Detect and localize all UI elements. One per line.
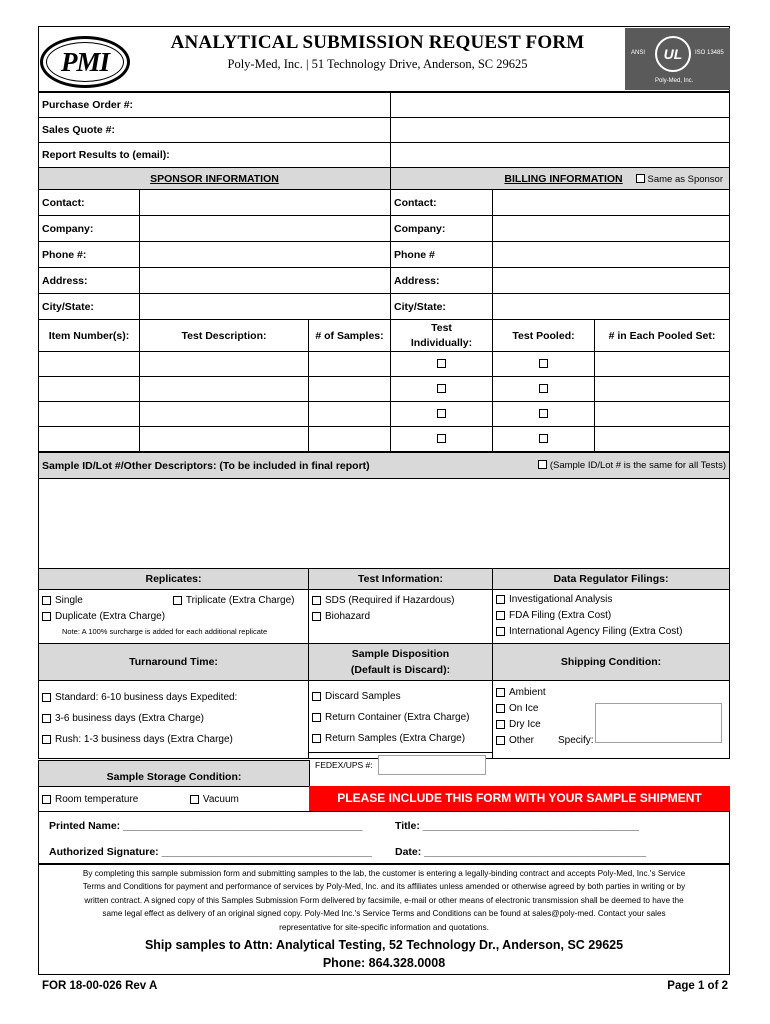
disposition-heading-2: (Default is Discard): — [350, 664, 451, 676]
test-pooled-cell — [493, 427, 595, 452]
fedex-label: FEDEX/UPS #: — [315, 760, 373, 770]
vacuum-checkbox[interactable] — [190, 795, 199, 804]
regulator-heading: Data Regulator Filings: — [493, 569, 730, 590]
room-temp-option — [42, 791, 187, 807]
contact-phone: Phone: 864.328.0008 — [322, 956, 446, 971]
shipment-banner: PLEASE INCLUDE THIS FORM WITH YOUR SAMPLE SHIPMENT — [309, 786, 730, 811]
test-individually-header: Test Individually: — [391, 320, 493, 352]
options-table — [38, 568, 730, 644]
test-individually-cell — [391, 377, 493, 402]
ambient-option — [496, 684, 726, 700]
report-email-label: Report Results to (email): — [39, 143, 391, 168]
ul-mark-text: UL — [663, 46, 683, 62]
pooled-set-header: # in Each Pooled Set: — [595, 320, 730, 352]
fda-label: FDA Filing (Extra Cost) — [509, 609, 612, 621]
test-pooled-checkbox[interactable] — [539, 384, 548, 393]
return-samples-checkbox[interactable] — [312, 734, 321, 743]
specify-input[interactable] — [595, 703, 722, 743]
authorized-signature-line[interactable]: Authorized Signature: ____________________________________ — [49, 846, 372, 858]
date-line[interactable]: Date: ______________________________________ — [395, 846, 647, 858]
regulator-option-investigational — [496, 591, 726, 607]
replicate-single-option — [42, 592, 170, 608]
specify-label: Specify: — [558, 734, 594, 746]
sponsor-address-field[interactable] — [140, 268, 391, 294]
replicate-duplicate-checkbox[interactable] — [42, 612, 51, 621]
replicate-triplicate-label: Triplicate (Extra Charge) — [185, 594, 295, 606]
test-description-cell[interactable] — [140, 377, 309, 402]
investigational-label: Investigational Analysis — [509, 593, 613, 605]
billing-city-label: City/State: — [391, 294, 493, 320]
item-number-cell[interactable] — [39, 427, 140, 452]
signature-box — [38, 811, 730, 864]
biohazard-label: Biohazard — [325, 610, 371, 622]
test-pooled-checkbox[interactable] — [539, 434, 548, 443]
dry-ice-checkbox[interactable] — [496, 720, 505, 729]
num-samples-cell[interactable] — [309, 352, 391, 377]
replicate-single-checkbox[interactable] — [42, 596, 51, 605]
test-pooled-checkbox[interactable] — [539, 409, 548, 418]
item-number-cell[interactable] — [39, 377, 140, 402]
test-info-heading: Test Information: — [309, 569, 493, 590]
international-checkbox[interactable] — [496, 627, 505, 636]
vacuum-label: Vacuum — [202, 793, 239, 805]
sponsor-heading-cell — [39, 168, 391, 190]
storage-heading: Sample Storage Condition: — [39, 761, 310, 787]
storage-cell — [39, 787, 310, 812]
same-id-label: (Sample ID/Lot # is the same for all Tests) — [549, 459, 726, 471]
regulator-cell — [493, 590, 730, 644]
test-pooled-cell — [493, 377, 595, 402]
test-info-cell — [309, 590, 493, 644]
logistics-table — [38, 643, 730, 759]
discard-option — [312, 686, 489, 707]
same-id-option — [538, 460, 726, 471]
same-id-checkbox[interactable] — [538, 460, 547, 469]
return-container-checkbox[interactable] — [312, 713, 321, 722]
return-samples-option — [312, 728, 489, 749]
billing-city-field[interactable] — [493, 294, 730, 320]
international-label: International Agency Filing (Extra Cost) — [509, 625, 683, 637]
table-row — [39, 427, 730, 452]
billing-heading: BILLING INFORMATION — [504, 172, 623, 185]
return-container-label: Return Container (Extra Charge) — [325, 712, 470, 723]
num-samples-cell[interactable] — [309, 427, 391, 452]
investigational-checkbox[interactable] — [496, 595, 505, 604]
sponsor-heading: SPONSOR INFORMATION — [150, 172, 279, 185]
company-address: Poly-Med, Inc. | 51 Technology Drive, Anderson, SC 29625 — [227, 57, 528, 71]
sponsor-address-label: Address: — [39, 268, 140, 294]
replicate-triplicate-checkbox[interactable] — [173, 596, 182, 605]
ship-to-address: Ship samples to Attn: Analytical Testing, 52 Technology Dr., Anderson, SC 29625 — [144, 938, 624, 953]
replicate-note: Note: A 100% surcharge is added for each additional replicate — [62, 627, 268, 636]
sds-label: SDS (Required if Hazardous) — [325, 594, 455, 606]
ambient-label: Ambient — [509, 686, 546, 698]
ul-bottom-text: Poly-Med, Inc. — [655, 78, 694, 84]
purchase-order-label: Purchase Order #: — [39, 93, 391, 118]
purchase-order-field[interactable] — [391, 93, 730, 118]
replicate-single-label: Single — [55, 594, 83, 606]
test-individually-cell — [391, 427, 493, 452]
pooled-set-cell[interactable] — [595, 377, 730, 402]
legal-box — [38, 864, 730, 975]
test-pooled-checkbox[interactable] — [539, 359, 548, 368]
item-number-header: Item Number(s): — [39, 320, 140, 352]
test-description-cell[interactable] — [140, 352, 309, 377]
pooled-set-cell[interactable] — [595, 352, 730, 377]
test-individually-checkbox[interactable] — [437, 434, 446, 443]
sponsor-city-label: City/State: — [39, 294, 140, 320]
turnaround-cell — [39, 681, 309, 759]
items-table — [38, 319, 730, 452]
dry-ice-label: Dry Ice — [509, 718, 541, 730]
num-samples-header: # of Samples: — [309, 320, 391, 352]
sponsor-billing-table — [38, 167, 730, 320]
table-row — [39, 352, 730, 377]
sponsor-contact-field[interactable] — [140, 190, 391, 216]
form-id: FOR 18-00-026 Rev A — [42, 980, 158, 992]
discard-checkbox[interactable] — [312, 692, 321, 701]
sponsor-company-field[interactable] — [140, 216, 391, 242]
report-email-field[interactable] — [391, 143, 730, 168]
turnaround-rush-checkbox[interactable] — [42, 735, 51, 744]
item-number-cell[interactable] — [39, 352, 140, 377]
vacuum-option — [190, 791, 239, 807]
turnaround-expedited-label: 3-6 business days (Extra Charge) — [55, 713, 204, 724]
disposition-heading — [309, 644, 493, 681]
sds-checkbox[interactable] — [312, 596, 321, 605]
test-description-header: Test Description: — [140, 320, 309, 352]
billing-address-label: Address: — [391, 268, 493, 294]
descriptors-label: Sample ID/Lot #/Other Descriptors: (To be included in final report) — [42, 459, 370, 472]
turnaround-standard-option — [42, 687, 305, 708]
storage-table — [38, 760, 310, 812]
legal-line: written contract. A signed copy of this Samples Submission Form delivered by facsimile, e-mail or other means of electronic transmission shall be deemed to have the — [84, 895, 684, 905]
shipping-heading: Shipping Condition: — [493, 644, 730, 681]
sds-option — [312, 592, 489, 608]
descriptors-field[interactable] — [39, 479, 730, 569]
pooled-set-cell[interactable] — [595, 402, 730, 427]
billing-address-field[interactable] — [493, 268, 730, 294]
on-ice-checkbox[interactable] — [496, 704, 505, 713]
regulator-option-fda — [496, 607, 726, 623]
disposition-cell — [309, 681, 493, 759]
page-title: ANALYTICAL SUBMISSION REQUEST FORM — [170, 32, 585, 53]
table-row — [39, 402, 730, 427]
sponsor-phone-field[interactable] — [140, 242, 391, 268]
billing-phone-field[interactable] — [493, 242, 730, 268]
printed-name-line[interactable]: Printed Name: _________________________________________ — [49, 820, 363, 832]
sponsor-city-field[interactable] — [140, 294, 391, 320]
test-individually-checkbox[interactable] — [437, 384, 446, 393]
ul-left-text: ANSI — [631, 50, 646, 56]
legal-line: Terms and Conditions for payment and performance of services by Poly-Med, Inc. and its affiliates unless amended or otherwise agreed by both parties in writing or by — [82, 882, 686, 892]
test-individually-checkbox[interactable] — [437, 359, 446, 368]
descriptors-table — [38, 452, 730, 569]
legal-line: By completing this sample submission form and submitting samples to the lab, the customer is entering a legally-binding contract and accepts Poly-Med, Inc.'s Service — [82, 869, 686, 878]
top-fields-table — [38, 92, 730, 168]
on-ice-label: On Ice — [509, 702, 539, 714]
billing-phone-label: Phone # — [391, 242, 493, 268]
billing-heading-cell — [391, 168, 730, 190]
test-individually-cell — [391, 402, 493, 427]
pooled-set-cell[interactable] — [595, 427, 730, 452]
sales-quote-label: Sales Quote #: — [39, 118, 391, 143]
shipping-cell — [493, 681, 730, 759]
sponsor-contact-label: Contact: — [39, 190, 140, 216]
page-number: Page 1 of 2 — [667, 980, 728, 992]
sponsor-phone-label: Phone #: — [39, 242, 140, 268]
ambient-checkbox[interactable] — [496, 688, 505, 697]
same-as-sponsor-label: Same as Sponsor — [647, 173, 723, 185]
billing-contact-label: Contact: — [391, 190, 493, 216]
num-samples-cell[interactable] — [309, 377, 391, 402]
replicates-heading: Replicates: — [39, 569, 309, 590]
test-pooled-header: Test Pooled: — [493, 320, 595, 352]
test-description-cell[interactable] — [140, 427, 309, 452]
billing-contact-field[interactable] — [493, 190, 730, 216]
other-label: Other — [509, 734, 535, 746]
discard-label: Discard Samples — [325, 691, 401, 702]
billing-company-field[interactable] — [493, 216, 730, 242]
replicate-duplicate-option — [42, 608, 305, 624]
turnaround-expedited-option — [42, 708, 305, 729]
replicate-triplicate-option — [173, 592, 295, 608]
table-row — [39, 377, 730, 402]
fda-checkbox[interactable] — [496, 611, 505, 620]
regulator-option-international — [496, 623, 726, 639]
sales-quote-field[interactable] — [391, 118, 730, 143]
same-as-sponsor-checkbox[interactable] — [636, 174, 645, 183]
biohazard-option — [312, 608, 489, 624]
return-samples-label: Return Samples (Extra Charge) — [325, 733, 466, 744]
replicates-cell — [39, 590, 309, 644]
turnaround-heading: Turnaround Time: — [39, 644, 309, 681]
pmi-logo — [40, 36, 130, 88]
room-temp-checkbox[interactable] — [42, 795, 51, 804]
return-container-option — [312, 707, 489, 728]
num-samples-cell[interactable] — [309, 402, 391, 427]
ul-mark-icon — [655, 36, 691, 72]
title-line[interactable]: Title: _____________________________________ — [395, 820, 639, 832]
ul-certification-logo — [625, 28, 730, 90]
other-checkbox[interactable] — [496, 736, 505, 745]
room-temp-label: Room temperature — [55, 793, 139, 805]
replicate-duplicate-label: Duplicate (Extra Charge) — [55, 610, 166, 622]
fedex-row — [309, 752, 493, 786]
ul-right-text: ISO 13485 — [695, 50, 724, 56]
billing-company-label: Company: — [391, 216, 493, 242]
turnaround-standard-label: Standard: 6-10 business days Expedited: — [55, 692, 238, 703]
test-pooled-cell — [493, 402, 595, 427]
biohazard-checkbox[interactable] — [312, 612, 321, 621]
legal-line: representative for site-specific information and quotations. — [279, 922, 489, 932]
legal-text — [39, 865, 729, 934]
legal-line: same legal effect as delivery of an original signed copy. Poly-Med Inc.'s Service Terms and Conditions can be found at sales@poly-med. Contact your sales — [102, 909, 666, 919]
sponsor-company-label: Company: — [39, 216, 140, 242]
pmi-logo-text: PMI — [60, 46, 109, 77]
disposition-heading-1: Sample Disposition — [351, 648, 450, 660]
turnaround-rush-option — [42, 729, 305, 750]
test-description-cell[interactable] — [140, 402, 309, 427]
turnaround-expedited-checkbox[interactable] — [42, 714, 51, 723]
test-individually-checkbox[interactable] — [437, 409, 446, 418]
turnaround-standard-checkbox[interactable] — [42, 693, 51, 702]
descriptors-header — [39, 453, 730, 479]
fedex-input[interactable] — [378, 755, 486, 775]
test-individually-cell — [391, 352, 493, 377]
test-pooled-cell — [493, 352, 595, 377]
item-number-cell[interactable] — [39, 402, 140, 427]
turnaround-rush-label: Rush: 1-3 business days (Extra Charge) — [55, 734, 233, 745]
